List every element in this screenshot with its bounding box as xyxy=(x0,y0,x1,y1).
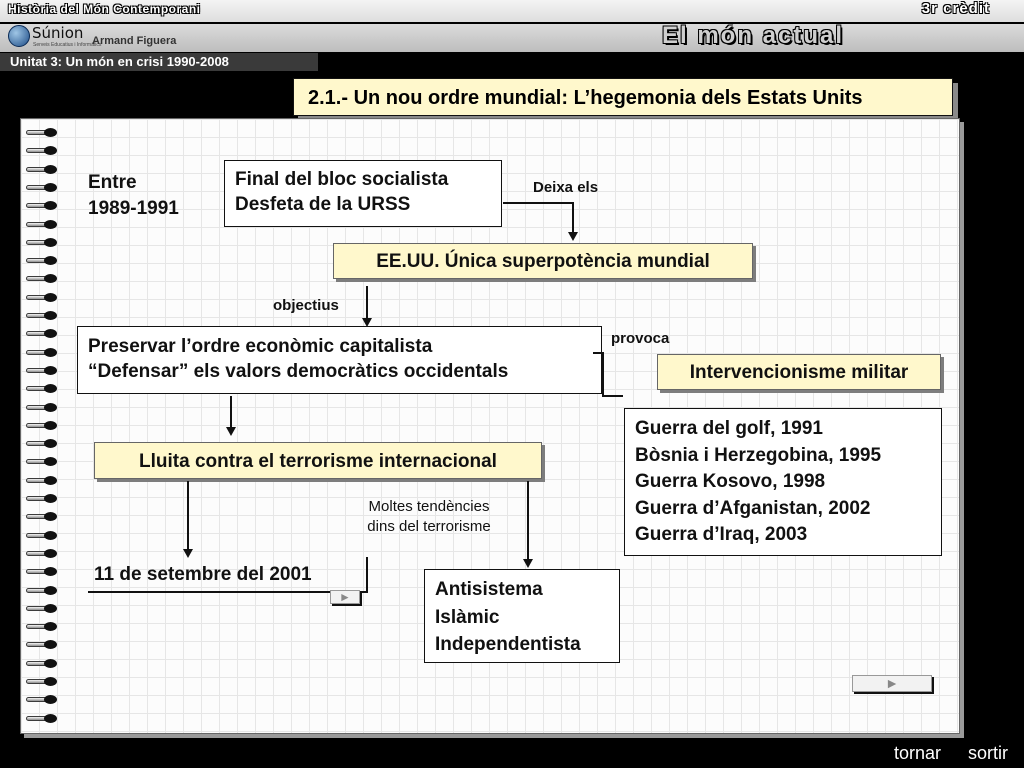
ring-hole xyxy=(44,439,57,448)
spiral-ring-icon xyxy=(22,293,58,302)
ring-hole xyxy=(44,311,57,320)
exit-link[interactable]: sortir xyxy=(968,743,1008,763)
ring-hole xyxy=(44,622,57,631)
ring-hole xyxy=(44,403,57,412)
spiral-ring-icon xyxy=(22,311,58,320)
trend-item: Antisistema xyxy=(435,579,543,600)
spiral-ring-icon xyxy=(22,695,58,704)
ring-hole xyxy=(44,201,57,210)
page-title: 2.1.- Un nou ordre mundial: L’hegemonia dels Estats Units xyxy=(293,78,953,116)
arrow-head-icon xyxy=(568,232,578,241)
war-item: Guerra d’Iraq, 2003 xyxy=(635,524,808,546)
ring-hole xyxy=(44,512,57,521)
ring-hole xyxy=(44,329,57,338)
logo-subtitle: Serveis Educatius i Informàtics xyxy=(33,42,102,48)
spiral-ring-icon xyxy=(22,421,58,430)
ring-hole xyxy=(44,677,57,686)
objectives-box xyxy=(77,326,602,394)
war-item: Guerra del golf, 1991 xyxy=(635,418,823,439)
ring-hole xyxy=(44,146,57,155)
spiral-ring-icon xyxy=(22,238,58,247)
ring-hole xyxy=(44,165,57,174)
collapse-box xyxy=(224,160,502,227)
connector-line xyxy=(230,396,232,427)
period-label xyxy=(88,170,179,221)
tendencies-line-2: dins del terrorisme xyxy=(367,518,491,536)
spiral-ring-icon xyxy=(22,714,58,723)
spiral-ring-icon xyxy=(22,457,58,466)
intervention-box: Intervencionisme militar xyxy=(657,354,941,390)
spiral-ring-icon xyxy=(22,366,58,375)
spiral-ring-icon xyxy=(22,586,58,595)
arrow-head-icon xyxy=(523,559,533,568)
spiral-ring-icon xyxy=(22,549,58,558)
sunion-logo-icon xyxy=(8,25,30,47)
spiral-ring-icon xyxy=(22,403,58,412)
label-deixa: Deixa els xyxy=(533,179,599,196)
header-bar xyxy=(0,0,1024,52)
spiral-ring-icon xyxy=(22,622,58,631)
arrow-head-icon xyxy=(226,427,236,436)
ring-hole xyxy=(44,604,57,613)
label-provoca: provoca xyxy=(611,330,670,347)
label-objectius: objectius xyxy=(273,297,339,314)
tendencies-line-1: Moltes tendències xyxy=(368,498,490,515)
ring-hole xyxy=(44,128,57,137)
spiral-ring-icon xyxy=(22,604,58,613)
ring-hole xyxy=(44,494,57,503)
ring-hole xyxy=(44,549,57,558)
ring-hole xyxy=(44,256,57,265)
ring-hole xyxy=(44,274,57,283)
spiral-ring-icon xyxy=(22,183,58,192)
connector-line xyxy=(602,395,623,397)
spiral-ring-icon xyxy=(22,439,58,448)
ring-hole xyxy=(44,238,57,247)
label-tendencies xyxy=(334,497,524,538)
collapse-line-2: Desfeta de la URSS xyxy=(235,193,411,215)
wars-box xyxy=(624,408,942,556)
section-title: El món actual xyxy=(662,22,845,49)
sept11-bracket xyxy=(366,557,368,593)
trend-item: Islàmic xyxy=(435,606,500,628)
author-name: Armand Figuera xyxy=(92,35,177,47)
next-button[interactable]: ► xyxy=(852,675,932,692)
ring-hole xyxy=(44,348,57,357)
ring-hole xyxy=(44,220,57,229)
ring-hole xyxy=(44,714,57,723)
ring-hole xyxy=(44,183,57,192)
credit-label: 3r crèdit xyxy=(921,0,990,17)
logo-text: Súnion xyxy=(32,24,84,42)
ring-hole xyxy=(44,457,57,466)
ring-hole xyxy=(44,293,57,302)
spiral-ring-icon xyxy=(22,329,58,338)
spiral-ring-icon xyxy=(22,146,58,155)
ring-hole xyxy=(44,586,57,595)
spiral-ring-icon xyxy=(22,201,58,210)
spiral-ring-icon xyxy=(22,640,58,649)
ring-hole xyxy=(44,421,57,430)
connector-line xyxy=(366,286,368,318)
ring-hole xyxy=(44,531,57,540)
terrorism-box: Lluita contra el terrorisme internacional xyxy=(94,442,542,479)
connector-line xyxy=(527,481,529,559)
spiral-ring-icon xyxy=(22,512,58,521)
arrow-head-icon xyxy=(362,318,372,327)
collapse-line-1: Final del bloc socialista xyxy=(235,169,449,190)
objective-1: Preservar l’ordre econòmic capitalista xyxy=(88,336,433,357)
spiral-ring-icon xyxy=(22,256,58,265)
spiral-ring-icon xyxy=(22,531,58,540)
superpower-box: EE.UU. Única superpotència mundial xyxy=(333,243,753,279)
war-item: Guerra d’Afganistan, 2002 xyxy=(635,497,871,519)
unit-label: Unitat 3: Un món en crisi 1990-2008 xyxy=(0,53,318,71)
trends-box xyxy=(424,569,620,663)
war-item: Bòsnia i Herzegobina, 1995 xyxy=(635,444,882,466)
ring-hole xyxy=(44,476,57,485)
sept11-label: 11 de setembre del 2001 xyxy=(94,564,312,585)
ring-hole xyxy=(44,384,57,393)
connector-line xyxy=(572,202,574,232)
spiral-ring-icon xyxy=(22,494,58,503)
next-small-button[interactable]: ► xyxy=(330,590,360,604)
trend-item: Independentista xyxy=(435,634,581,656)
connector-line xyxy=(187,481,189,549)
course-title: Història del Món Contemporani xyxy=(8,2,201,16)
ring-hole xyxy=(44,659,57,668)
spiral-ring-icon xyxy=(22,165,58,174)
period-line-2: 1989-1991 xyxy=(88,197,179,219)
spiral-ring-icon xyxy=(22,567,58,576)
objective-2: “Defensar” els valors democràtics occidentals xyxy=(88,360,509,382)
sept11-underline xyxy=(88,591,368,593)
spiral-ring-icon xyxy=(22,384,58,393)
spiral-ring-icon xyxy=(22,274,58,283)
spiral-ring-icon xyxy=(22,220,58,229)
ring-hole xyxy=(44,695,57,704)
back-link[interactable]: tornar xyxy=(894,743,942,763)
ring-hole xyxy=(44,640,57,649)
spiral-ring-icon xyxy=(22,677,58,686)
period-line-1: Entre xyxy=(88,172,137,193)
connector-line xyxy=(602,352,604,396)
spiral-ring-icon xyxy=(22,659,58,668)
spiral-ring-icon xyxy=(22,348,58,357)
ring-hole xyxy=(44,366,57,375)
spiral-ring-icon xyxy=(22,476,58,485)
war-item: Guerra Kosovo, 1998 xyxy=(635,471,826,493)
header-divider xyxy=(0,22,1024,24)
spiral-ring-icon xyxy=(22,128,58,137)
arrow-head-icon xyxy=(183,549,193,558)
connector-line xyxy=(503,202,574,204)
ring-hole xyxy=(44,567,57,576)
